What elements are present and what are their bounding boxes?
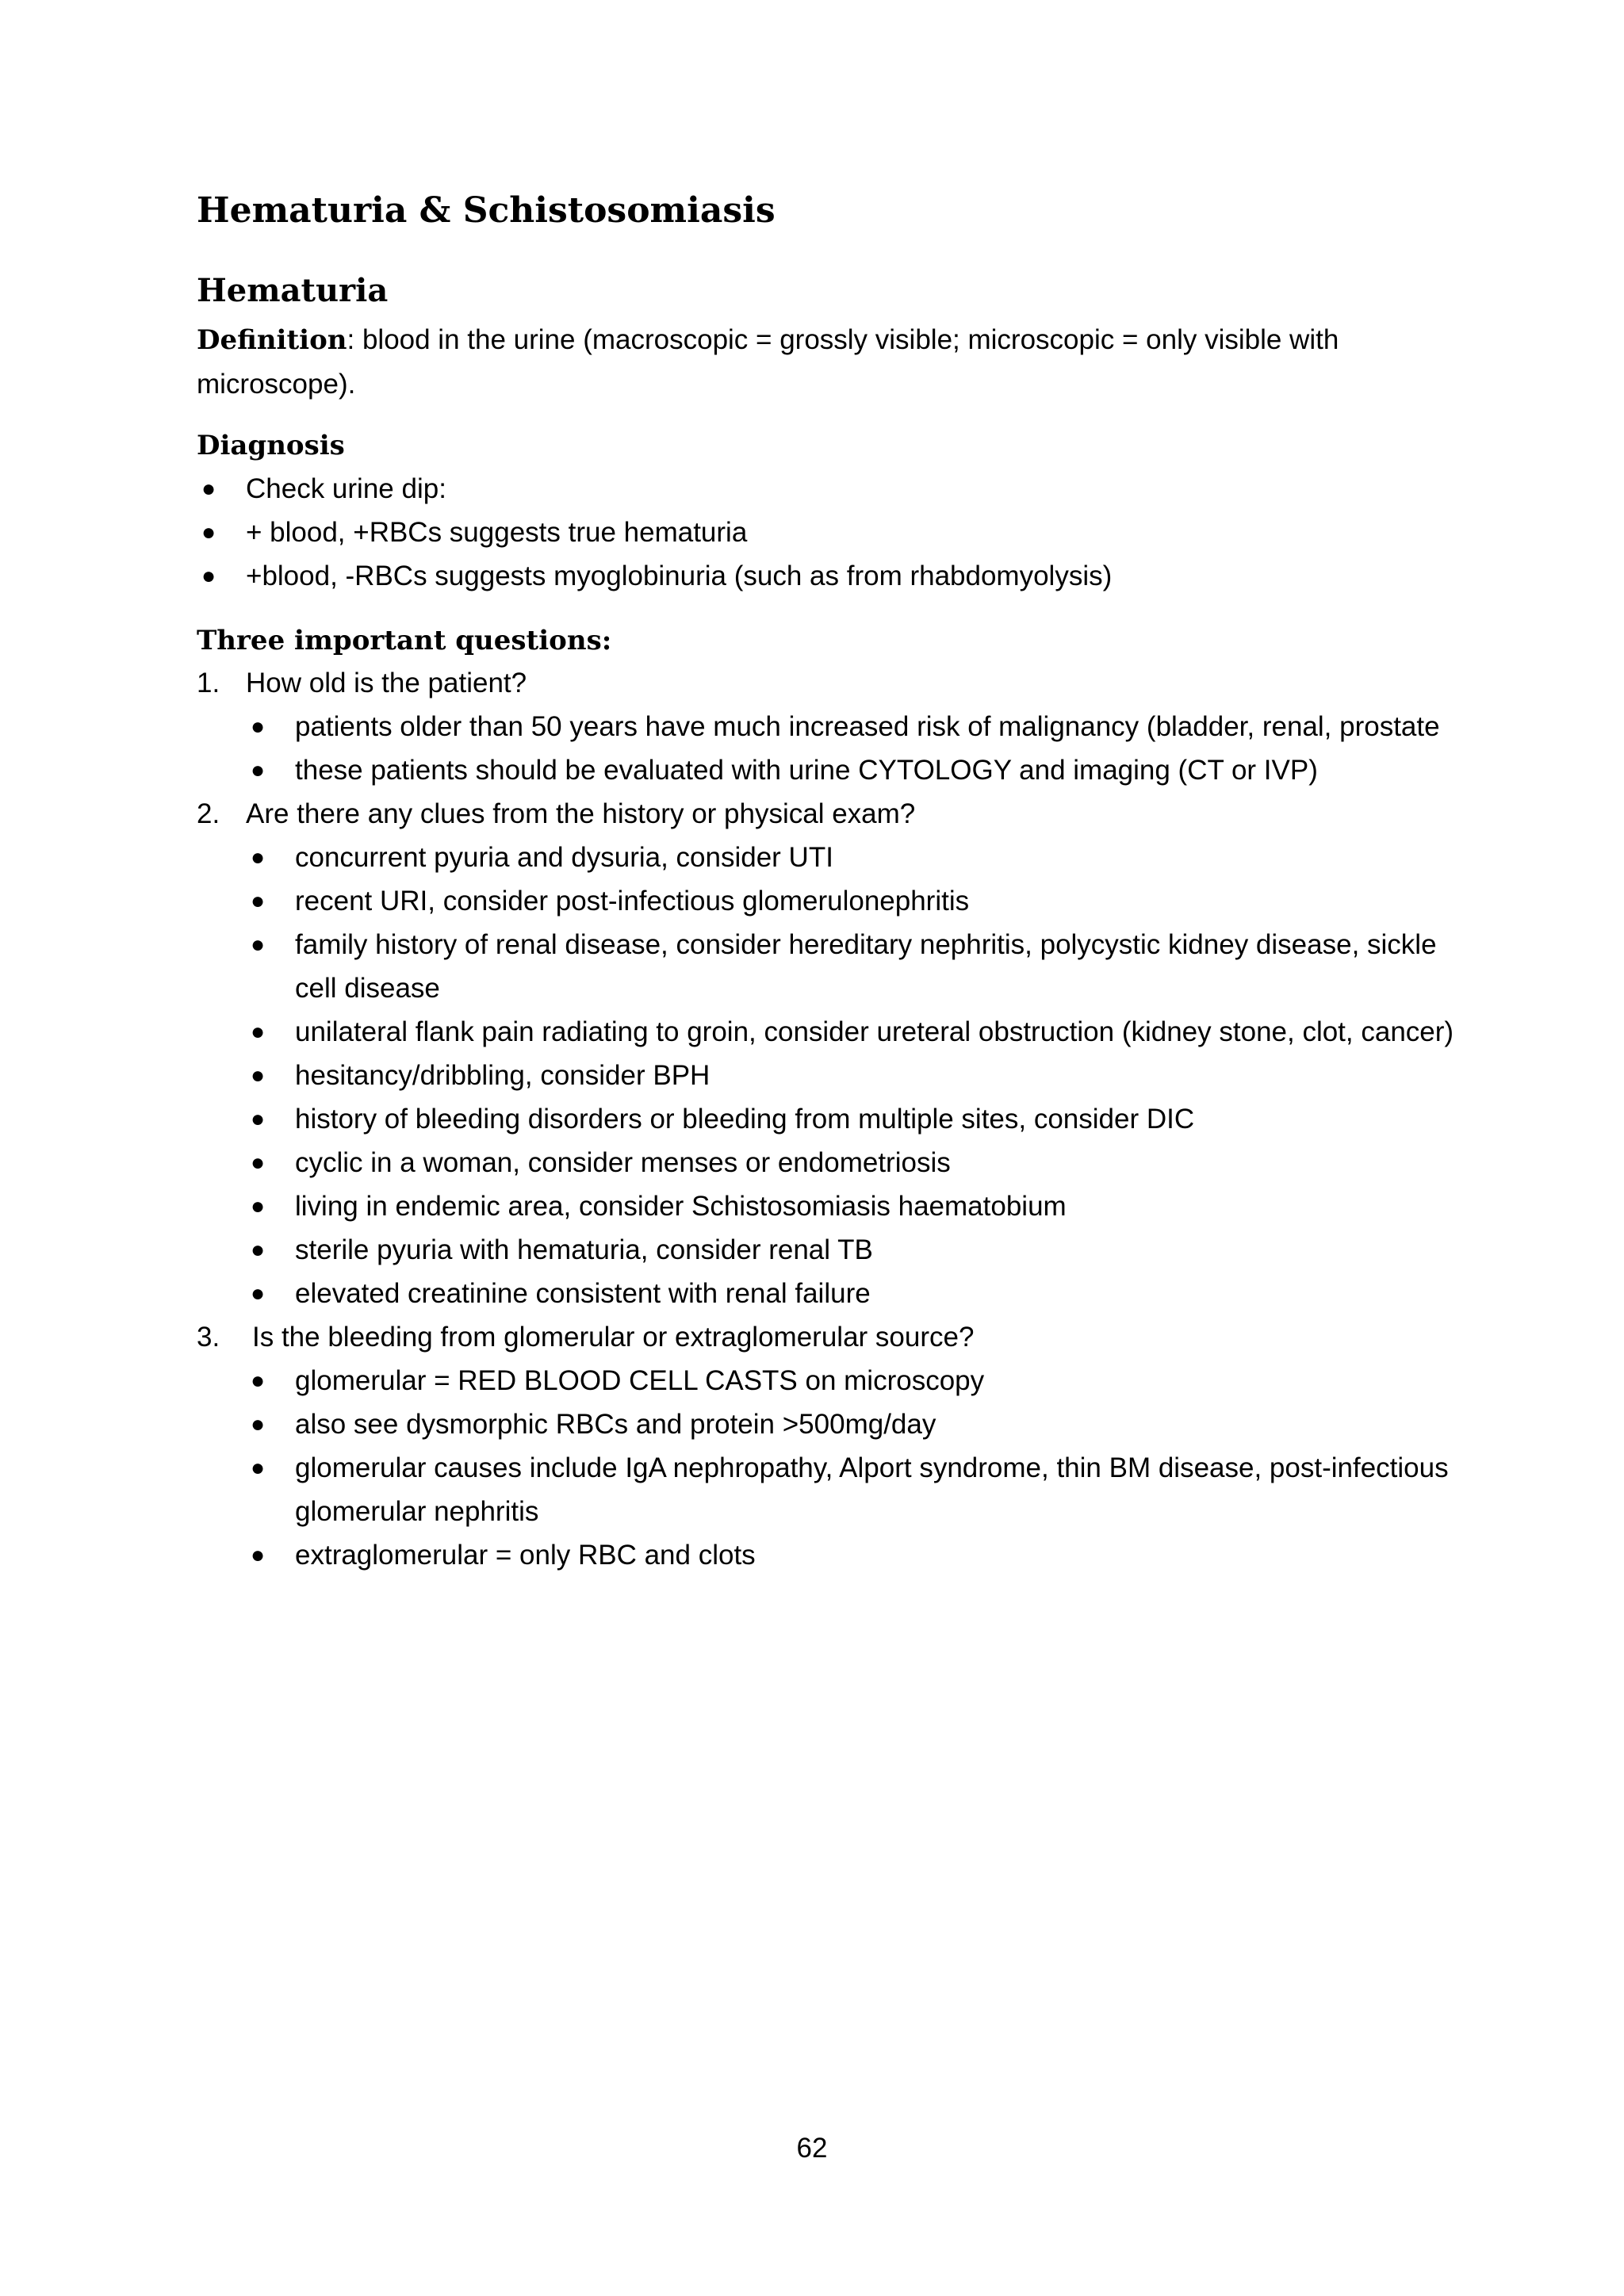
bullet-icon: ● (201, 519, 216, 545)
list-item (197, 1141, 1457, 1184)
definition-text: : blood in the urine (macroscopic = grossly visible; microscopic = only visible with microscope). (197, 323, 1339, 400)
question-number: 2. (197, 798, 220, 830)
bullet-icon: ● (251, 888, 266, 915)
bullet-icon: ● (201, 475, 216, 502)
bullet-icon: ● (251, 757, 266, 784)
question-item (197, 1315, 1457, 1577)
bullet-icon: ● (251, 1455, 266, 1482)
list-item (197, 1446, 1457, 1533)
list-item-text: family history of renal disease, consider hereditary nephritis, polycystic kidney disease, sickle cell disease (295, 929, 1437, 1004)
question-item (197, 661, 1457, 792)
list-item (197, 467, 1457, 511)
list-item-text: extraglomerular = only RBC and clots (295, 1540, 756, 1571)
list-item (197, 1533, 1457, 1577)
diagnosis-heading: Diagnosis (197, 429, 345, 461)
list-item-text: +blood, -RBCs suggests myoglobinuria (such as from rhabdomyolysis) (246, 560, 1113, 591)
list-item (197, 705, 1457, 748)
list-item (197, 923, 1457, 1010)
question-sublist (197, 705, 1457, 792)
page-title: Hematuria & Schistosomiasis (197, 190, 776, 231)
list-item (197, 1272, 1457, 1315)
bullet-icon: ● (251, 1062, 266, 1089)
section-heading: Hematuria (197, 271, 389, 309)
question-text: Are there any clues from the history or physical exam? (246, 798, 916, 830)
list-item (197, 511, 1457, 554)
list-item-text: hesitancy/dribbling, consider BPH (295, 1060, 710, 1092)
list-item-text: elevated creatinine consistent with renal failure (295, 1278, 871, 1310)
bullet-icon: ● (251, 1411, 266, 1438)
list-item (197, 836, 1457, 879)
bullet-icon: ● (251, 714, 266, 740)
bullet-icon: ● (251, 1193, 266, 1220)
bullet-icon: ● (251, 1280, 266, 1307)
list-item (197, 1010, 1457, 1054)
definition-paragraph (197, 318, 1457, 406)
list-item-text: recent URI, consider post-infectious glomerulonephritis (295, 886, 970, 917)
list-item-text: patients older than 50 years have much increased risk of malignancy (bladder, renal, prostate (295, 711, 1440, 743)
question-number: 3. (197, 1322, 220, 1353)
bullet-icon: ● (251, 1237, 266, 1264)
question-text: How old is the patient? (246, 668, 527, 699)
questions-list (197, 661, 1457, 1577)
bullet-icon: ● (251, 1150, 266, 1177)
definition-term: Definition (197, 323, 347, 356)
question-number: 1. (197, 668, 220, 699)
question-sublist (197, 836, 1457, 1315)
page-number: 62 (796, 2133, 828, 2164)
list-item-text: unilateral flank pain radiating to groin, consider ureteral obstruction (kidney stone, clot, cancer) (295, 1016, 1454, 1048)
list-item-text: concurrent pyuria and dysuria, consider UTI (295, 842, 833, 874)
diagnosis-list (197, 467, 1457, 598)
list-item (197, 1359, 1457, 1402)
bullet-icon: ● (251, 1368, 266, 1395)
list-item-text: these patients should be evaluated with urine CYTOLOGY and imaging (CT or IVP) (295, 755, 1318, 786)
bullet-icon: ● (251, 932, 266, 959)
bullet-icon: ● (251, 1019, 266, 1046)
bullet-icon: ● (201, 562, 216, 589)
list-item (197, 554, 1457, 598)
list-item (197, 1402, 1457, 1446)
list-item-text: Check urine dip: (246, 473, 446, 504)
list-item-text: + blood, +RBCs suggests true hematuria (246, 516, 748, 548)
bullet-icon: ● (251, 1542, 266, 1569)
list-item (197, 1228, 1457, 1272)
list-item-text: glomerular = RED BLOOD CELL CASTS on microscopy (295, 1365, 985, 1397)
list-item-text: living in endemic area, consider Schistosomiasis haematobium (295, 1191, 1067, 1223)
list-item-text: history of bleeding disorders or bleeding from multiple sites, consider DIC (295, 1104, 1195, 1135)
bullet-icon: ● (251, 844, 266, 871)
question-text: Is the bleeding from glomerular or extraglomerular source? (252, 1322, 975, 1353)
questions-heading: Three important questions: (197, 624, 612, 656)
list-item (197, 1184, 1457, 1228)
list-item (197, 748, 1457, 792)
bullet-icon: ● (251, 1106, 266, 1133)
question-sublist (197, 1359, 1457, 1577)
list-item-text: glomerular causes include IgA nephropathy, Alport syndrome, thin BM disease, post-infectious glomerular nephritis (295, 1452, 1449, 1528)
question-item (197, 792, 1457, 1315)
list-item (197, 1097, 1457, 1141)
list-item-text: also see dysmorphic RBCs and protein >500mg/day (295, 1409, 936, 1441)
list-item-text: cyclic in a woman, consider menses or endometriosis (295, 1147, 951, 1179)
list-item (197, 879, 1457, 923)
list-item (197, 1054, 1457, 1097)
document-page (197, 190, 1457, 1577)
list-item-text: sterile pyuria with hematuria, consider renal TB (295, 1234, 873, 1266)
